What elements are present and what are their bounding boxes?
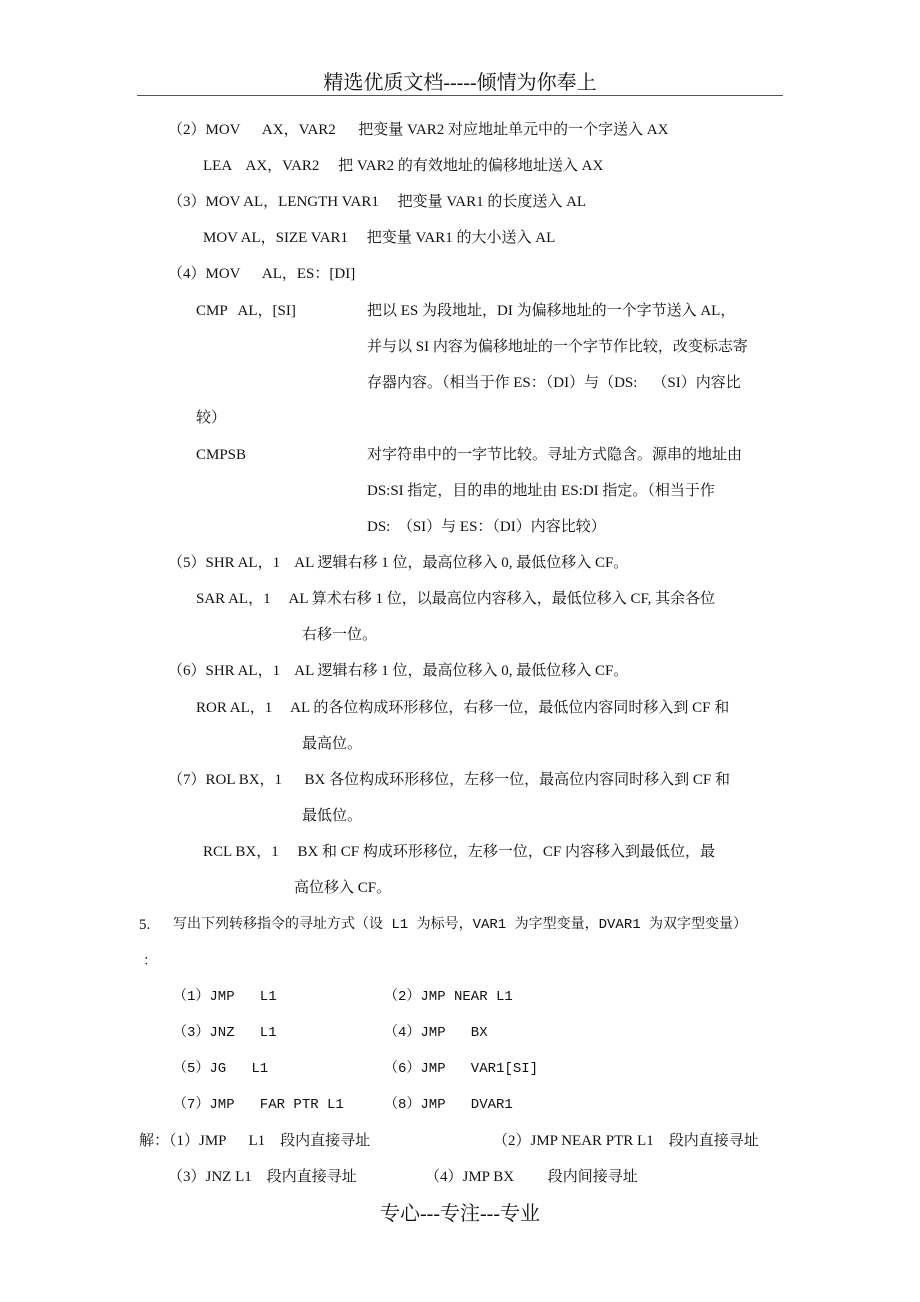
answer-line-5-sar-cont: 右移一位。 xyxy=(302,627,378,643)
answer-line-6-ror: ROR AL，1 AL 的各位构成环形移位，右移一位，最低位内容同时移入到 CF 和 xyxy=(196,700,730,716)
answer-line-4-mov: （4）MOV AL，ES：[DI] xyxy=(168,266,356,282)
answer-line-4-cmp: CMP AL，[SI] xyxy=(196,303,296,319)
option-2: （2）JMP NEAR L1 xyxy=(384,989,513,1005)
solution-4: （4）JMP BX 段内间接寻址 xyxy=(425,1169,638,1185)
header-divider xyxy=(137,95,783,96)
solution-1: 解：（1）JMP L1 段内直接寻址 xyxy=(139,1133,371,1149)
page-header: 精选优质文档-----倾情为你奉上 xyxy=(323,72,597,94)
answer-line-3-size: MOV AL，SIZE VAR1 把变量 VAR1 的大小送入 AL xyxy=(203,230,556,246)
option-3: （3）JNZ L1 xyxy=(173,1025,277,1041)
question-5-text: 写出下列转移指令的寻址方式（设 L1 为标号，VAR1 为字型变量，DVAR1 为双字型变量） xyxy=(173,917,748,933)
answer-line-7-rcl-cont: 高位移入 CF。 xyxy=(294,880,392,896)
question-5-number: 5. xyxy=(139,917,151,933)
solution-3: （3）JNZ L1 段内直接寻址 xyxy=(168,1169,357,1185)
answer-line-4-cmp-desc-3: 存器内容。（相当于作 ES：（DI）与（DS: （SI）内容比 xyxy=(367,375,741,391)
answer-line-4-cmpsb-desc-3: DS: （SI）与 ES：（DI）内容比较） xyxy=(367,519,606,535)
answer-line-6-ror-cont: 最高位。 xyxy=(302,736,363,752)
answer-line-7-rol-cont: 最低位。 xyxy=(302,808,363,824)
option-6: （6）JMP VAR1[SI] xyxy=(384,1061,539,1077)
answer-line-2-lea: LEA AX，VAR2 把 VAR2 的有效地址的偏移地址送入 AX xyxy=(203,158,604,174)
answer-line-2-mov: （2）MOV AX，VAR2 把变量 VAR2 对应地址单元中的一个字送入 AX xyxy=(168,122,669,138)
page-footer: 专心---专注---专业 xyxy=(380,1203,540,1225)
answer-line-4-cmpsb: CMPSB xyxy=(196,447,247,463)
answer-line-3-length: （3）MOV AL，LENGTH VAR1 把变量 VAR1 的长度送入 AL xyxy=(168,194,587,210)
answer-line-7-rcl: RCL BX，1 BX 和 CF 构成环形移位，左移一位，CF 内容移入到最低位，最 xyxy=(203,844,715,860)
option-1: （1）JMP L1 xyxy=(173,989,277,1005)
answer-line-4-cmp-desc-2: 并与以 SI 内容为偏移地址的一个字节作比较，改变标志寄 xyxy=(367,339,748,355)
answer-line-4-cmpsb-desc: 对字符串中的一字节比较。寻址方式隐含。源串的地址由 xyxy=(367,447,743,463)
question-5-colon: ： xyxy=(143,954,157,970)
answer-line-4-cmp-desc-4: 较） xyxy=(196,410,227,426)
answer-line-5-sar: SAR AL，1 AL 算术右移 1 位，以最高位内容移入，最低位移入 CF, 其余各位 xyxy=(196,591,716,607)
answer-line-6-shr: （6）SHR AL，1 AL 逻辑右移 1 位，最高位移入 0, 最低位移入 CF。 xyxy=(168,663,629,679)
answer-line-5-shr: （5）SHR AL，1 AL 逻辑右移 1 位，最高位移入 0, 最低位移入 CF。 xyxy=(168,555,629,571)
option-5: （5）JG L1 xyxy=(173,1061,269,1077)
option-8: （8）JMP DVAR1 xyxy=(384,1097,513,1113)
answer-line-4-cmp-desc: 把以 ES 为段地址，DI 为偏移地址的一个字节送入 AL， xyxy=(367,303,736,319)
solution-2: （2）JMP NEAR PTR L1 段内直接寻址 xyxy=(493,1133,759,1149)
answer-line-7-rol: （7）ROL BX，1 BX 各位构成环形移位，左移一位，最高位内容同时移入到 CF 和 xyxy=(168,772,730,788)
option-4: （4）JMP BX xyxy=(384,1025,488,1041)
answer-line-4-cmpsb-desc-2: DS:SI 指定，目的串的地址由 ES:DI 指定。（相当于作 xyxy=(367,483,715,499)
option-7: （7）JMP FAR PTR L1 xyxy=(173,1097,344,1113)
